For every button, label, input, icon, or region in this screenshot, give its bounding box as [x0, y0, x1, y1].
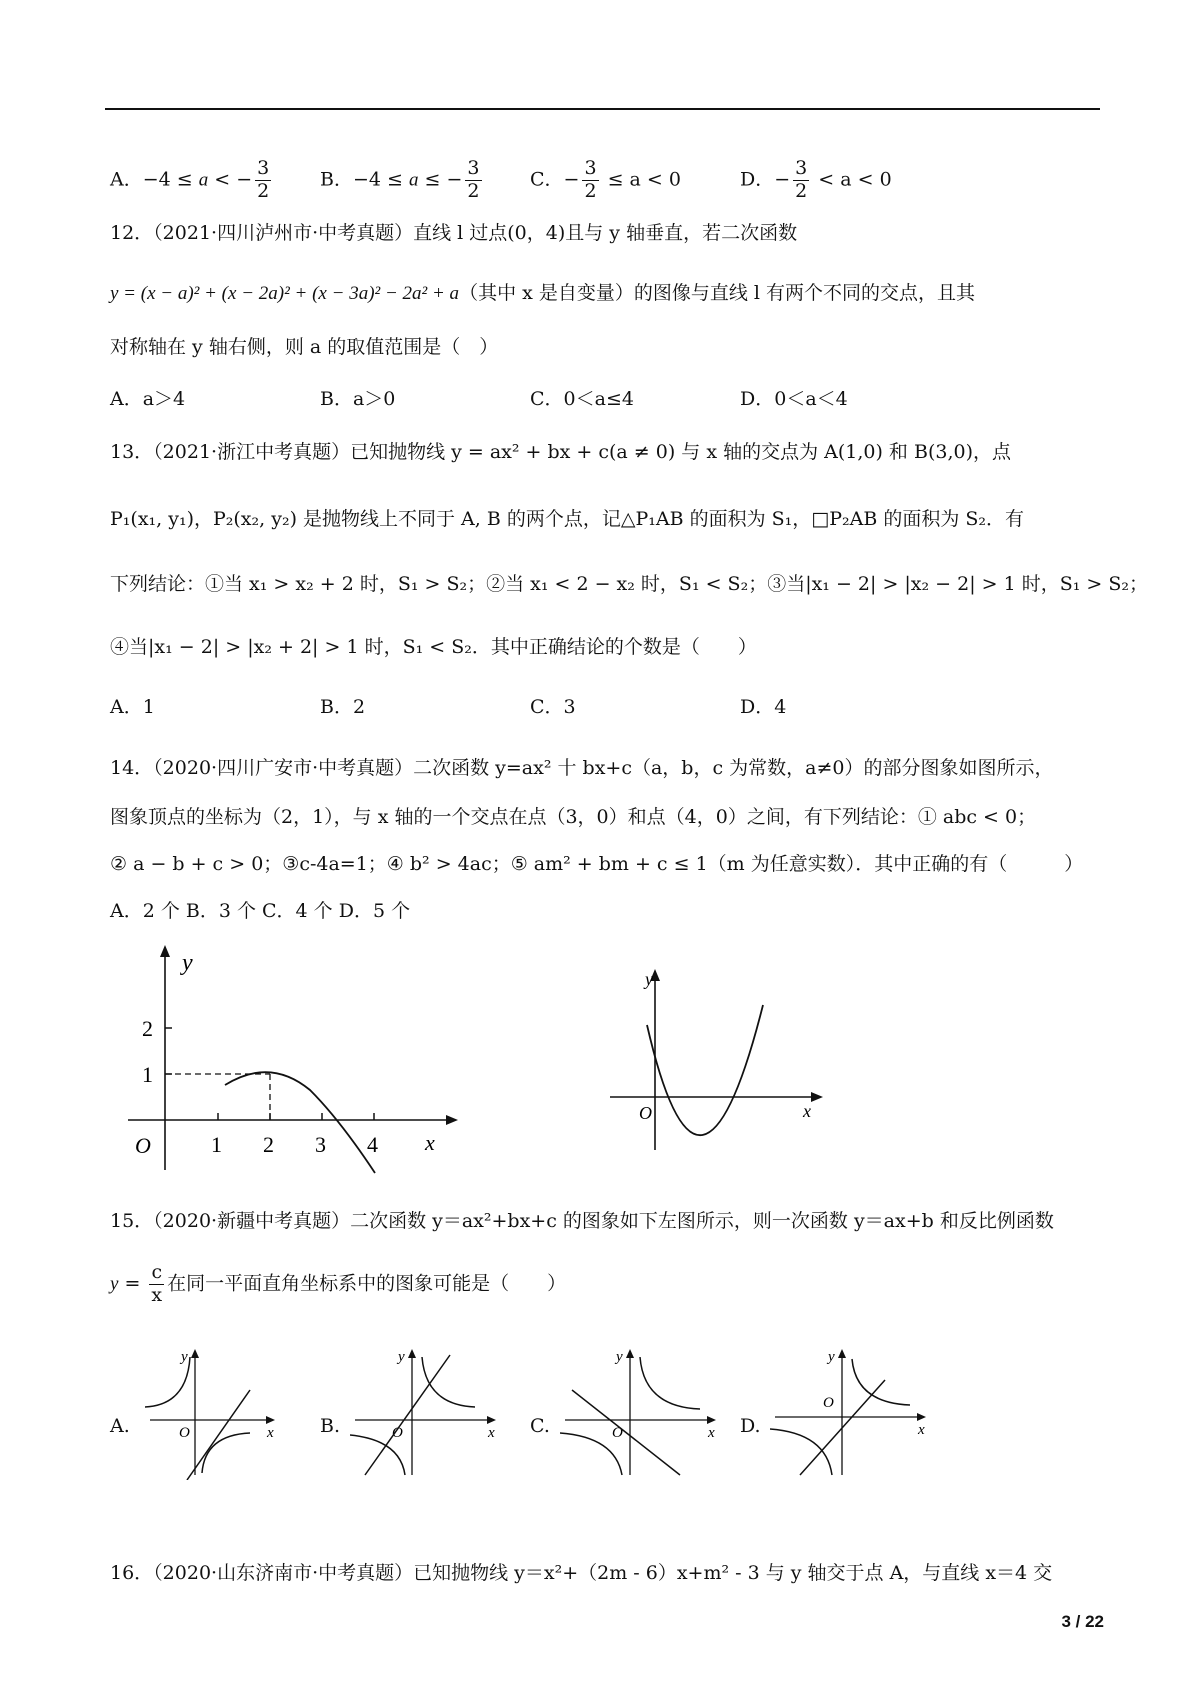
q12-option-b: B．a＞0: [320, 388, 396, 410]
q12-stem-line1: 12．（2021·四川泸州市·中考真题）直线 l 过点(0，4)且与 y 轴垂直，若二次函数: [110, 222, 798, 244]
q11-option-d: D．− $\frac{3}{2}$ < a < 0: [740, 157, 892, 202]
svg-text:y: y: [181, 1349, 188, 1365]
graph2-x-label: x: [803, 1101, 811, 1121]
q15-option-c-label: C.: [530, 1415, 550, 1437]
q13-stem-line3: 下列结论：①当 x₁ > x₂ + 2 时，S₁ > S₂；②当 x₁ < 2 − x₂ 时，S₁ < S₂；③当|x₁ − 2| > |x₂ − 2| > 1 时，S₁ > S₂；: [110, 573, 1149, 595]
q14-stem-line1: 14．（2020·四川广安市·中考真题）二次函数 y=ax² 十 bx+c（a，b，c 为常数，a≠0）的部分图象如图所示，: [110, 757, 1054, 779]
graph1-origin: O: [135, 1133, 151, 1158]
q13-option-d: D．4: [740, 696, 787, 718]
q15-option-a-label: A.: [110, 1415, 130, 1437]
graph2-y-label: y: [645, 969, 653, 989]
graph1-x-tick-2: 2: [263, 1132, 274, 1157]
q15-option-b-graph: [350, 1345, 500, 1480]
q13-stem-line2: P₁(x₁, y₁)，P₂(x₂, y₂) 是抛物线上不同于 A, B 的两个点，记△P₁AB 的面积为 S₁，□P₂AB 的面积为 S₂．有: [110, 508, 1025, 530]
q13-option-b: B．2: [320, 696, 366, 718]
svg-text:x: x: [918, 1422, 925, 1438]
svg-text:O: O: [179, 1425, 190, 1441]
q15-stem-line2: y = $\frac{c}{x}$ 在同一平面直角坐标系中的图象可能是（ ）: [110, 1261, 567, 1306]
q11-option-b: B．−4 ≤ a ≤ − $\frac{3}{2}$: [320, 157, 480, 202]
q15-frac-den: x: [151, 1283, 163, 1306]
svg-text:x: x: [267, 1425, 274, 1441]
q12-stem-line2: y = (x − a)² + (x − 2a)² + (x − 3a)² − 2a² + a（其中 x 是自变量）的图像与直线 l 有两个不同的交点，且其: [110, 282, 976, 304]
graph1-y-tick-1: 1: [142, 1062, 153, 1087]
svg-text:y: y: [398, 1349, 405, 1365]
graph2-parabola: [647, 1005, 763, 1135]
graph1-y-tick-2: 2: [142, 1016, 153, 1041]
q15-parabola-graph: [605, 965, 825, 1155]
graph1-x-tick-3: 3: [315, 1132, 326, 1157]
q15-option-d-graph: [770, 1345, 930, 1480]
header-rule: [105, 108, 1100, 110]
svg-text:O: O: [823, 1395, 834, 1411]
q13-stem-line1: 13．（2021·浙江中考真题）已知抛物线 y = ax² + bx + c(a ≠ 0) 与 x 轴的交点为 A(1,0) 和 B(3,0)，点: [110, 441, 1011, 463]
q12-formula: y = (x − a)² + (x − 2a)² + (x − 3a)² − 2a² + a: [110, 283, 460, 304]
q12-stem-line3: 对称轴在 y 轴右侧，则 a 的取值范围是（ ）: [110, 336, 499, 358]
q15-option-a-graph: [145, 1345, 280, 1480]
q16-stem-line1: 16．（2020·山东济南市·中考真题）已知抛物线 y＝x²+（2m - 6）x+m² - 3 与 y 轴交于点 A，与直线 x＝4 交: [110, 1562, 1053, 1584]
q15-option-d-label: D.: [740, 1415, 761, 1437]
q11-option-a: A．−4 ≤ a < − $\frac{3}{2}$: [110, 157, 270, 202]
graph1-x-tick-1: 1: [211, 1132, 222, 1157]
svg-text:O: O: [392, 1425, 403, 1441]
q13-option-a: A．1: [110, 696, 155, 718]
graph1-x-label: x: [425, 1130, 435, 1155]
q13-stem-line4: ④当|x₁ − 2| > |x₂ + 2| > 1 时，S₁ < S₂．其中正确结论的个数是（ ）: [110, 636, 757, 658]
q11-option-c: C．− $\frac{3}{2}$ ≤ a < 0: [530, 157, 681, 202]
svg-text:y: y: [828, 1349, 835, 1365]
graph2-origin: O: [639, 1103, 652, 1123]
graph1-parabola: [225, 1072, 375, 1173]
svg-text:x: x: [488, 1425, 495, 1441]
page-number: 3 / 22: [1061, 1612, 1104, 1631]
q15-option-c-graph: [560, 1345, 720, 1480]
q12-option-d: D．0＜a＜4: [740, 388, 848, 410]
q15-frac-num: c: [151, 1261, 163, 1283]
graph1-x-tick-4: 4: [367, 1132, 378, 1157]
graph1-y-label: y: [182, 950, 193, 976]
svg-text:y: y: [616, 1349, 623, 1365]
q14-stem-line3: ② a − b + c > 0；③c-4a=1；④ b² > 4ac；⑤ am² + bm + c ≤ 1（m 为任意实数）．其中正确的有（ ）: [110, 853, 1084, 875]
q12-option-a: A．a＞4: [110, 388, 186, 410]
svg-text:x: x: [708, 1425, 715, 1441]
q15-option-b-label: B.: [320, 1415, 341, 1437]
q13-option-c: C．3: [530, 696, 576, 718]
q14-graph-vertex: [120, 945, 470, 1180]
q12-option-c: C．0＜a≤4: [530, 388, 634, 410]
svg-text:O: O: [612, 1425, 623, 1441]
q14-stem-line2: 图象顶点的坐标为（2，1），与 x 轴的一个交点在点（3，0）和点（4，0）之间，有下列结论：① abc < 0；: [110, 806, 1037, 828]
q14-options: A．2 个 B．3 个 C．4 个 D．5 个: [110, 900, 411, 922]
q15-stem-line1: 15．（2020·新疆中考真题）二次函数 y＝ax²+bx+c 的图象如下左图所示，则一次函数 y＝ax+b 和反比例函数: [110, 1210, 1054, 1232]
